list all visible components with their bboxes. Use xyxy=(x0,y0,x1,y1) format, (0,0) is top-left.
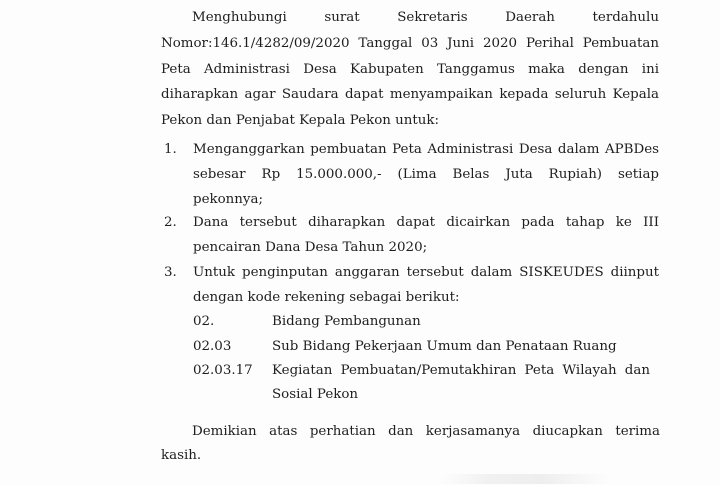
list-item-2-line-1: Dana tersebut diharapkan dapat dicairkan pada tahap ke III xyxy=(193,215,659,230)
intro-word: Daerah xyxy=(505,10,555,25)
account-label: Bidang Pembangunan xyxy=(272,314,421,329)
account-label: Sub Bidang Pekerjaan Umum dan Penataan Ruang xyxy=(272,339,617,354)
list-item-3-line-2: dengan kode rekening sebagai berikut: xyxy=(193,290,460,305)
list-item-3-line-1: Untuk penginputan anggaran tersebut dalam SISKEUDES diinput xyxy=(193,265,659,280)
list-item-1-line-3: pekonnya; xyxy=(193,192,263,207)
intro-word: Sekretaris xyxy=(397,10,468,25)
intro-line-3: Peta Administrasi Desa Kabupaten Tanggamus maka dengan ini xyxy=(161,62,659,77)
account-code: 02.03.17 xyxy=(193,363,253,378)
scan-smudge xyxy=(440,474,610,484)
account-code: 02.03 xyxy=(193,339,232,354)
intro-word: terdahulu xyxy=(592,10,659,25)
intro-line-4: diharapkan agar Saudara dapat menyampaikan kepada seluruh Kepala xyxy=(161,87,659,102)
list-item-1-line-1: Menganggarkan pembuatan Peta Administrasi Desa dalam APBDes xyxy=(193,142,659,157)
intro-line-5: Pekon dan Penjabat Kepala Pekon untuk: xyxy=(161,113,440,128)
intro-line-1 xyxy=(192,9,659,27)
list-number: 3. xyxy=(164,265,177,280)
list-item-1-line-2: sebesar Rp 15.000.000,- (Lima Belas Juta Rupiah) setiap xyxy=(193,167,659,182)
intro-word: Menghubungi xyxy=(192,10,287,25)
closing-line-2: kasih. xyxy=(161,448,202,463)
list-number: 1. xyxy=(164,142,177,157)
closing-line-1: Demikian atas perhatian dan kerjasamanya diucapkan terima xyxy=(192,424,660,439)
list-item-2-line-2: pencairan Dana Desa Tahun 2020; xyxy=(193,240,428,255)
list-number: 2. xyxy=(164,215,177,230)
account-label-continued: Sosial Pekon xyxy=(272,387,359,402)
intro-word: surat xyxy=(324,10,360,25)
intro-line-2: Nomor:146.1/4282/09/2020 Tanggal 03 Juni 2020 Perihal Pembuatan xyxy=(161,36,659,51)
account-code: 02. xyxy=(193,314,215,329)
account-label: Kegiatan Pembuatan/Pemutakhiran Peta Wilayah dan xyxy=(272,363,650,378)
